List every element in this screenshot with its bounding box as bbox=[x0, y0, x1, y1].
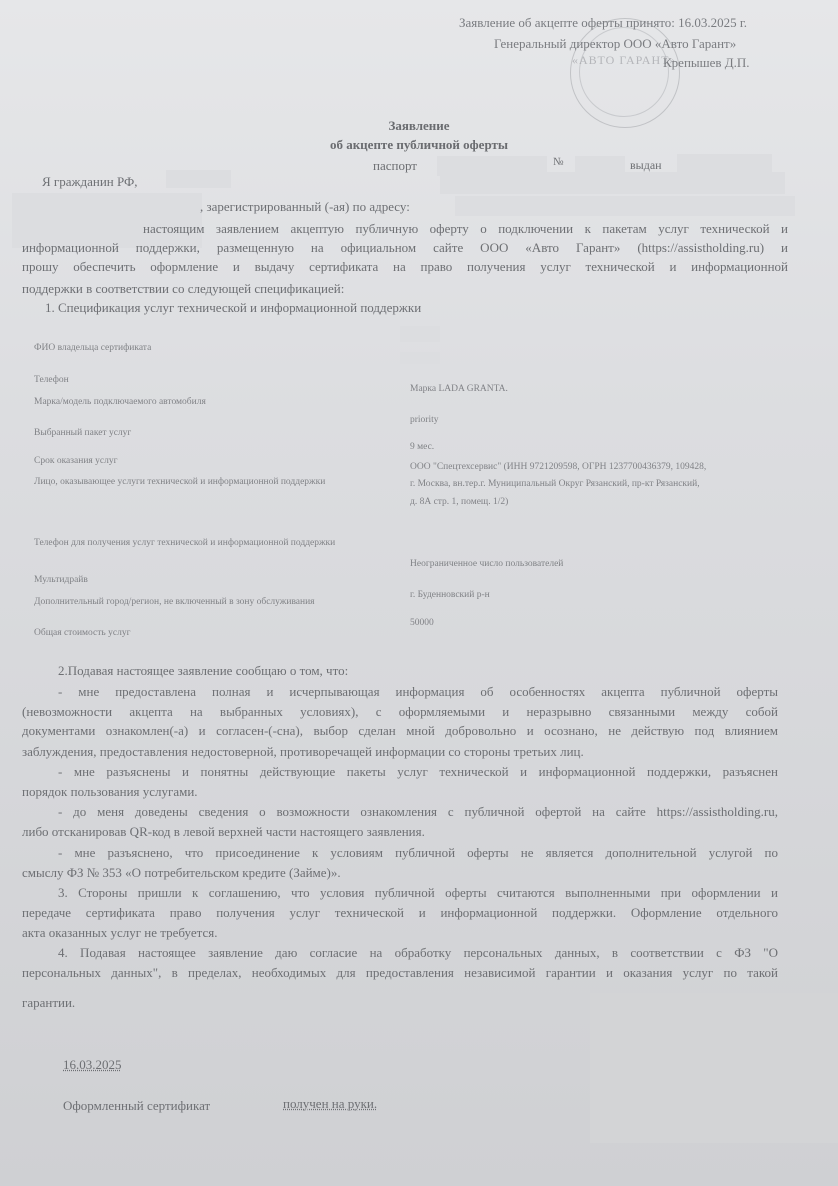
section2-line-7: порядок пользования услугами. bbox=[22, 784, 198, 799]
section2-line-2: - мне предоставлена полная и исчерпывающая информация об особенностях акцепта публичной оферты bbox=[58, 684, 778, 699]
passport-label: паспорт bbox=[373, 158, 417, 173]
section2-line-1: 2.Подавая настоящее заявление сообщаю о том, что: bbox=[58, 663, 349, 678]
spec-label-multidrive: Мультидрайв bbox=[34, 575, 88, 585]
section4-line-3: гарантии. bbox=[22, 995, 76, 1010]
spec-label-owner: ФИО владельца сертификата bbox=[34, 343, 152, 353]
spec-value-term: 9 мес. bbox=[410, 442, 435, 452]
spec-value-extra-region: г. Буденновский р-н bbox=[410, 590, 490, 600]
director-line: Генеральный директор ООО «Авто Гарант» bbox=[494, 36, 737, 51]
redacted-address bbox=[455, 196, 795, 216]
spec-heading: 1. Спецификация услуг технической и информационной поддержки bbox=[45, 300, 422, 315]
spec-label-package: Выбранный пакет услуг bbox=[34, 428, 132, 438]
company-stamp bbox=[570, 18, 680, 128]
certificate-status: получен на руки. bbox=[283, 1096, 378, 1111]
stamp-text: «АВТО ГАРАНТ» bbox=[572, 53, 677, 67]
section2-line-11: смыслу ФЗ № 353 «О потребительском кредите (Займе)». bbox=[22, 865, 341, 880]
section4-line-1: 4. Подавая настоящее заявление даю согласие на обработку персональных данных, в соответствии с ФЗ "О bbox=[58, 945, 778, 960]
section2-line-6: - мне разъяснены и понятны действующие пакеты услуг технической и информационной поддержки, разъяснен bbox=[58, 764, 778, 779]
intro-line-1: настоящим заявлением акцептую публичную оферту о подключении к пакетам услуг технической и bbox=[143, 221, 788, 236]
spec-label-support-phone: Телефон для получения услуг технической и информационной поддержки bbox=[34, 538, 336, 548]
redacted-phone bbox=[400, 352, 440, 364]
spec-value-car: Марка LADA GRANTA. bbox=[410, 384, 508, 394]
spec-value-total-cost: 50000 bbox=[410, 618, 434, 628]
spec-value-provider-1: ООО "Спецтехсервис" (ИНН 9721209598, ОГРН 1237700436379, 109428, bbox=[410, 462, 707, 472]
registered-label: , зарегистрированный (-ая) по адресу: bbox=[200, 199, 410, 214]
section3-line-2: передаче сертификата право получения услуг технической и информационной поддержки. Оформление отдельного bbox=[22, 905, 778, 920]
section3-line-1: 3. Стороны пришли к соглашению, что условия публичной оферты считаются выполненными при оформлении и bbox=[58, 885, 778, 900]
document-subtitle: об акцепте публичной оферты bbox=[329, 137, 509, 152]
document-title: Заявление bbox=[388, 118, 450, 133]
spec-label-total-cost: Общая стоимость услуг bbox=[34, 628, 131, 638]
section2-line-9: либо отсканировав QR-код в левой верхней части настоящего заявления. bbox=[22, 824, 425, 839]
issued-label: выдан bbox=[630, 158, 662, 172]
section2-line-10: - мне разъяснено, что присоединение к условиям публичной оферты не является дополнительной услугой по bbox=[58, 845, 778, 860]
intro-line-4: поддержки в соответствии со следующей спецификацией: bbox=[22, 281, 345, 296]
spec-label-phone: Телефон bbox=[34, 375, 69, 385]
redacted-signature-area bbox=[590, 993, 838, 1143]
spec-label-provider: Лицо, оказывающее услуги технической и информационной поддержки bbox=[34, 477, 326, 487]
signature-name: Крепышев Д.П. bbox=[663, 55, 750, 70]
redacted-full-name bbox=[166, 170, 231, 188]
section2-line-5: заблуждения, предоставления недостоверной, противоречащей информации со стороны третьих лиц. bbox=[22, 744, 584, 759]
intro-line-3: прошу обеспечить оформление и выдачу сертификата на право получения услуг технической и информационной bbox=[22, 259, 788, 274]
spec-value-multidrive: Неограниченное число пользователей bbox=[410, 559, 564, 569]
section2-line-4: документами ознакомлен(-а) и согласен-(-сна), выбор сделан мной добровольно и осознано, не действую под влиянием bbox=[22, 723, 778, 738]
number-label: № bbox=[553, 156, 564, 168]
intro-line-2: информационной поддержки, размещенную на официальном сайте ООО «Авто Гарант» (https://assistholding.ru) и bbox=[22, 240, 788, 255]
spec-label-term: Срок оказания услуг bbox=[34, 456, 118, 466]
footer-date: 16.03.2025 bbox=[63, 1057, 122, 1072]
section3-line-3: акта оказанных услуг не требуется. bbox=[22, 925, 218, 940]
spec-label-car: Марка/модель подключаемого автомобиля bbox=[34, 397, 206, 407]
section2-line-8: - до меня доведены сведения о возможности ознакомления с публичной офертой на сайте https://assistholding.ru, bbox=[58, 804, 778, 819]
section2-line-3: (невозможности акцепта на выбранных условиях), с оформляемыми и неразрывно связанными между собой bbox=[22, 704, 778, 719]
citizen-label: Я гражданин РФ, bbox=[42, 174, 138, 189]
spec-value-provider-2: г. Москва, вн.тер.г. Муниципальный Округ Рязанский, пр-кт Рязанский, bbox=[410, 479, 700, 489]
spec-label-extra-region: Дополнительный город/регион, не включенный в зону обслуживания bbox=[34, 597, 315, 607]
section4-line-2: персональных данных", в пределах, необходимых для предоставления независимой гарантии и оказания услуг по такой bbox=[22, 965, 778, 980]
acceptance-line: Заявление об акцепте оферты принято: 16.03.2025 г. bbox=[459, 15, 748, 30]
certificate-label: Оформленный сертификат bbox=[63, 1098, 211, 1113]
redacted-issuer-cont bbox=[440, 172, 785, 194]
spec-value-provider-3: д. 8А стр. 1, помещ. 1/2) bbox=[410, 497, 509, 507]
spec-value-package: priority bbox=[410, 415, 439, 425]
redacted-owner-name bbox=[400, 326, 440, 342]
